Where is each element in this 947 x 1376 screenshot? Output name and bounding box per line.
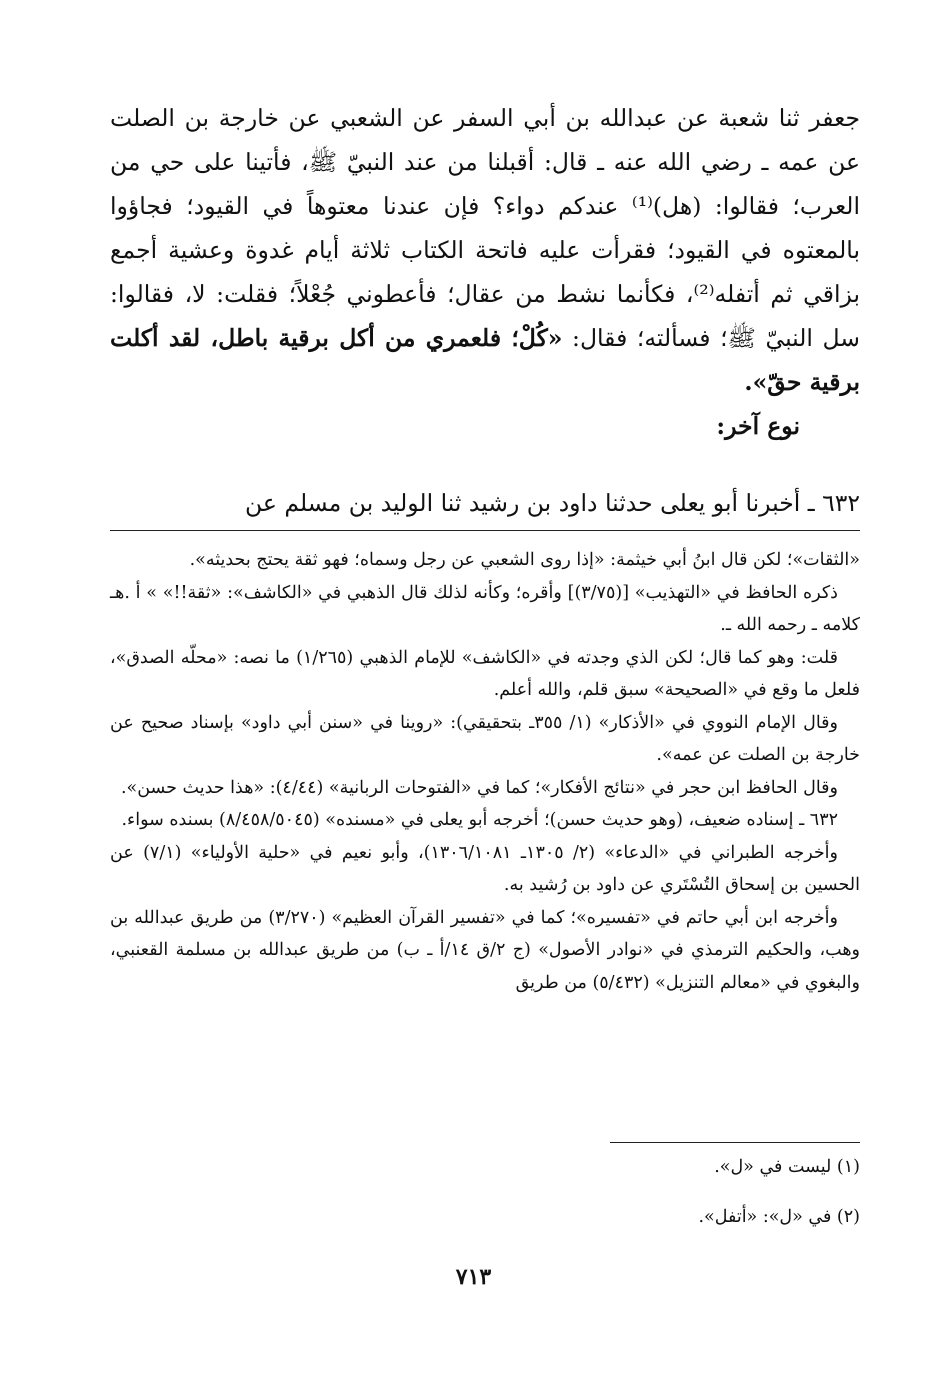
commentary-paragraph: قلت: وهو كما قال؛ لكن الذي وجدته في «الكاشف» للإمام الذهبي (١/٢٦٥) ما نصه: «محلّه الصدق»، فلعل ما وقع في «الصحيحة» سبق قلم، والله أعلم. [110, 647, 860, 700]
section-heading: نوع آخر: [716, 412, 800, 440]
commentary-paragraph: وأخرجه ابن أبي حاتم في «تفسيره»؛ كما في «تفسير القرآن العظيم» (٣/٢٧٠) من طريق عبدالله بن وهب، والحكيم الترمذي في «نوادر الأصول» (ج ٢/ق ١٤/أ ـ ب) من طريق عبدالله بن مسلمة القعنبي، والبغوي في «معالم التنزيل» (٥/٤٣٢) من طريق [110, 907, 861, 993]
hadith-632-text: ـ أخبرنا أبو يعلى حدثنا داود بن رشيد ثنا الوليد بن مسلم عن [244, 488, 823, 517]
hadith-number: ٦٣٢ [822, 488, 860, 517]
commentary-hadith-number: ٦٣٢ [809, 810, 838, 830]
commentary-grading: ـ إسناده ضعيف، (وهو حديث حسن)؛ [544, 810, 810, 830]
commentary-text: أخرجه أبو يعلى في «مسنده» (٨/٤٥٨/٥٠٤٥) بسنده سواء. [121, 810, 545, 830]
commentary-paragraph: وقال الإمام النووي في «الأذكار» (١/ ٣٥٥ـ بتحقيقي): «روينا في «سنن أبي داود» بإسناد صحيح عن خارجة بن الصلت عن عمه». [110, 712, 860, 765]
hadith-bold-quote: «كُلْ؛ فلعمري من أكل برقية باطل، لقد أكلت برقية حقّ». [110, 324, 860, 396]
page-number: ٧١٣ [455, 1264, 492, 1290]
commentary-paragraph: «الثقات»؛ لكن قال ابنُ أبي خيثمة: «إذا روى الشعبي عن رجل وسماه؛ فهو ثقة يحتج بحديثه». [189, 550, 860, 570]
notes-divider [610, 1142, 860, 1143]
footnotes-list [360, 1154, 860, 1254]
commentary-paragraph: وأخرجه الطبراني في «الدعاء» (٢/ ١٣٠٥ـ ١٣٠٦/١٠٨١)، وأبو نعيم في «حلية الأولياء» (٧/١) عن الحسين بن إسحاق التُسْتَري عن داود بن رُشيد به. [110, 842, 860, 895]
commentary-block [110, 544, 860, 999]
hadith-text [110, 96, 860, 404]
hadith-632-opening [110, 457, 860, 548]
commentary-paragraph: وقال الحافظ ابن حجر في «نتائج الأفكار»؛ كما في «الفتوحات الربانية» (٤/٤٤): «هذا حديث حسن». [120, 777, 838, 798]
commentary-paragraph-632 [110, 804, 860, 837]
hadith-body: جعفر ثنا شعبة عن عبدالله بن أبي السفر عن الشعبي عن خارجة بن الصلت عن عمه ـ رضي الله عنه ـ قال: أقبلنا من عند النبيّ ﷺ، فأتينا على حي من العرب؛ فقالوا: (هل)⁽¹⁾ عندكم دواء؟ فإن عندنا معتوهاً في القيود؛ فجاؤوا بالمعتوه في القيود؛ فقرأت عليه فاتحة الكتاب ثلاثة أيام غدوة وعشية أجمع بزاقي ثم أتفله⁽²⁾، فكأنما نشط من عقال؛ فأعطوني جُعْلاً؛ فقلت: لا، فقالوا: سل النبيّ ﷺ؛ فسألته؛ فقال: [110, 104, 860, 352]
footnote-item: (١) ليست في «ل». [714, 1157, 860, 1177]
footnote-divider [110, 530, 860, 531]
main-text-block [110, 96, 860, 404]
footnote-item: (٢) في «ل»: «أتفل». [698, 1207, 860, 1227]
commentary-paragraph: ذكره الحافظ في «التهذيب» [(٣/٧٥)] وأقره؛ وكأنه لذلك قال الذهبي في «الكاشف»: «ثقة!!» » أ .هـ كلامه ـ رحمه الله ـ. [110, 582, 860, 635]
